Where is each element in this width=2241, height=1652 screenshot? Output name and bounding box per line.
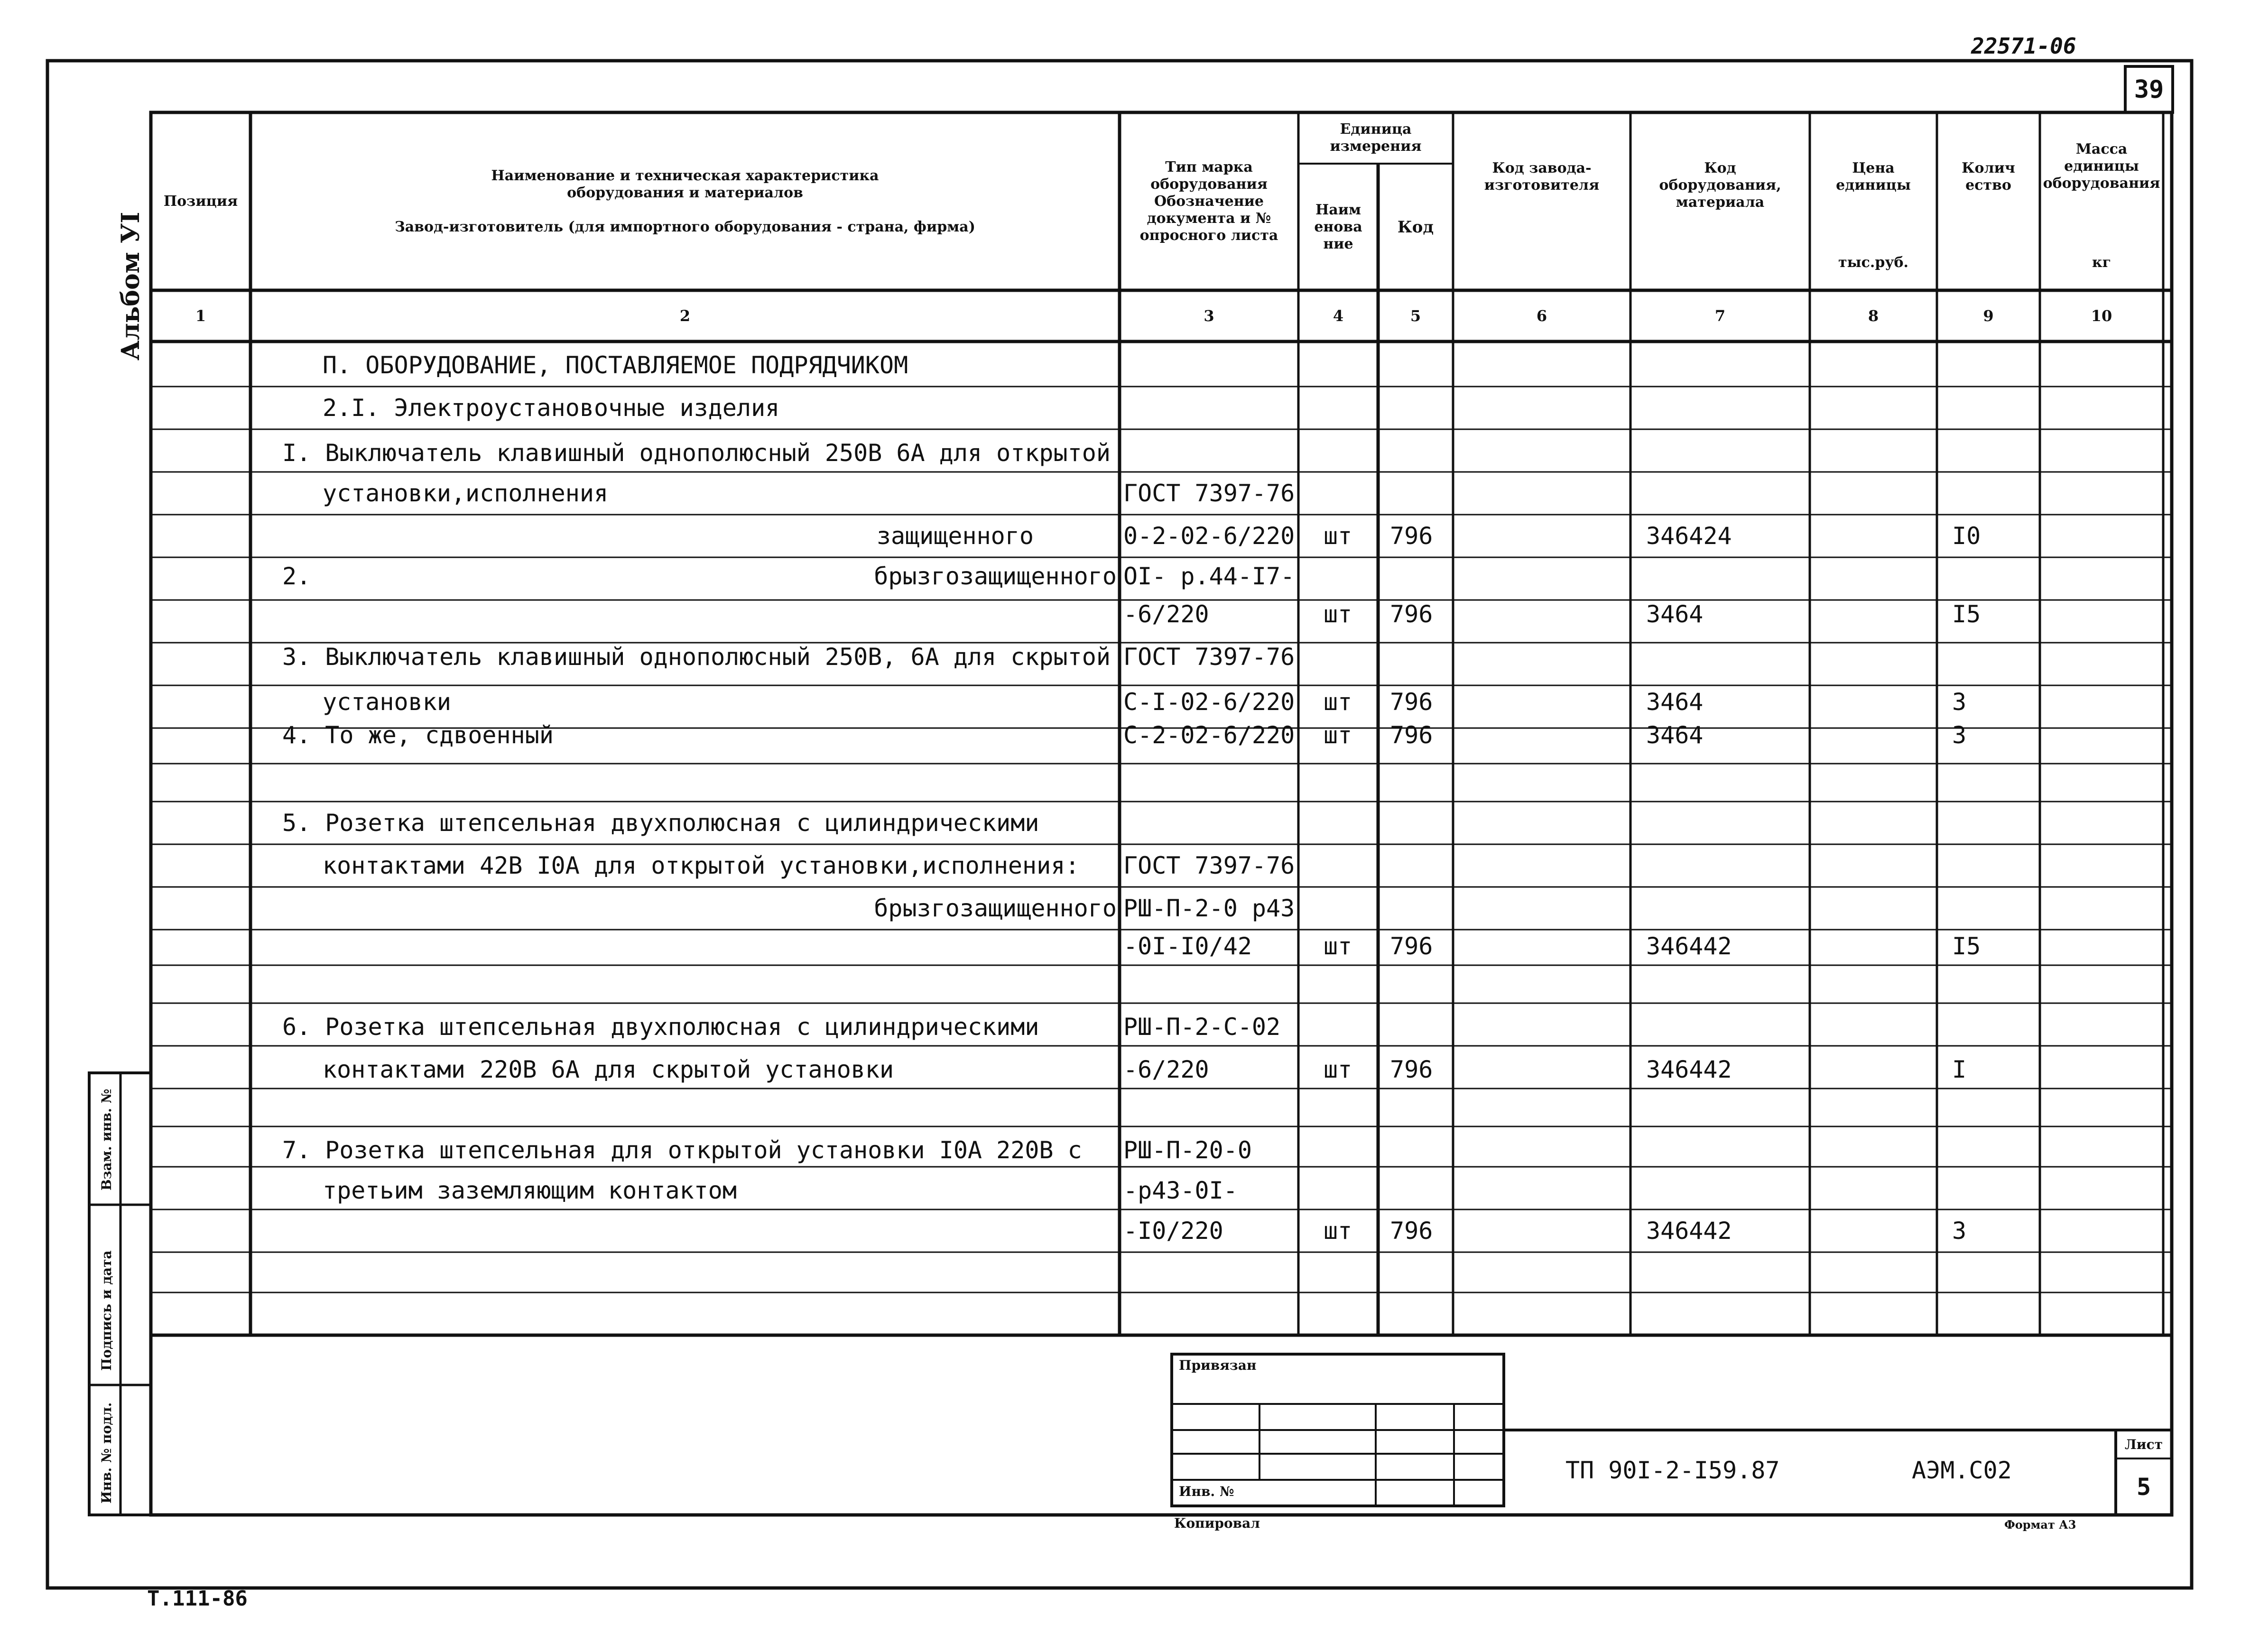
table-row: установки,исполнения ГОСТ 7397-76 [323, 480, 1295, 507]
colnum-1: 1 [195, 307, 206, 325]
table-row: П. ОБОРУДОВАНИЕ, ПОСТАВЛЯЕМОЕ ПОДРЯДЧИКОМ [323, 351, 908, 379]
table-row: 4. То же, сдвоенный С-2-02-6/220 шт 796 3464 3 [282, 721, 1967, 749]
doc-mark: АЭМ.С02 [1912, 1457, 2012, 1484]
table-row: -0I-I0/42 шт 796 346442 I5 [1123, 932, 1981, 960]
colnum-4: 4 [1333, 307, 1344, 325]
stamp-signature-date: Подпись и дата [99, 1250, 114, 1371]
colnum-8: 8 [1868, 307, 1879, 325]
table-row: 2. брызгозащищенного OI- р.44-I7- [282, 563, 1295, 590]
table-row: 6. Розетка штепсельная двухполюсная с цилиндрическими РШ-П-2-С-02 [282, 1013, 1281, 1041]
colnum-10: 10 [2091, 307, 2112, 325]
kopiroval-label: Копировал [1174, 1515, 1260, 1531]
table-row: -I0/220 шт 796 346442 3 [1123, 1217, 1967, 1245]
privyazan-label: Привязан [1179, 1357, 1257, 1373]
header-position: Позиция [163, 193, 238, 210]
colnum-5: 5 [1410, 307, 1421, 325]
table-row: 7. Розетка штепсельная для открытой установки I0А 220В с РШ-П-20-0 [282, 1136, 1252, 1164]
table-row: брызгозащищенного РШ-П-2-0 р43 [874, 895, 1295, 922]
stamp-inv-original: Инв. № подл. [99, 1402, 114, 1504]
inv-no-label: Инв. № [1179, 1484, 1234, 1499]
table-row: 2.I. Электроустановочные изделия [323, 394, 780, 422]
colnum-9: 9 [1983, 307, 1994, 325]
table-row: третьим заземляющим контактом -р43-0I- [323, 1177, 1238, 1204]
sheet-label: Лист [2125, 1436, 2163, 1452]
table-row: защищенного 0-2-02-6/220 шт 796 346424 I0 [876, 522, 1981, 550]
header-quantity: Количество [1962, 160, 2015, 194]
header-unit-code: Код [1397, 217, 1434, 237]
header-type: Тип марка оборудования Обозначение документа и № опросного листа [1139, 158, 1278, 244]
stamp-vzam-inv: Взам. инв. № [99, 1089, 114, 1191]
doc-number-top: 22571-06 [1971, 33, 2076, 59]
format-label: Формат А3 [2004, 1518, 2076, 1532]
table-row: контактами 42В I0А для открытой установки,исполнения: ГОСТ 7397-76 [323, 852, 1295, 879]
header-mass: Масса единицы оборудования кг [2043, 141, 2160, 271]
table-row: I. Выключатель клавишный однополюсный 250В 6А для открытой [282, 439, 1111, 467]
header-name: Наименование и техническая характеристика оборудования и материалов Завод-изготовитель (для импортного оборудования - страна, фирма) [395, 167, 975, 235]
header-plant-code: Код завода-изготовителя [1484, 160, 1600, 194]
colnum-6: 6 [1536, 307, 1547, 325]
colnum-7: 7 [1714, 307, 1726, 325]
header-price: Цена единицы тыс.руб. [1836, 160, 1911, 271]
sheet-number: 5 [2136, 1473, 2151, 1501]
page-number: 39 [2134, 75, 2164, 104]
table-row: -6/220 шт 796 3464 I5 [1123, 600, 1981, 628]
colnum-2: 2 [679, 307, 691, 325]
header-unit-group: Единица измерения [1330, 121, 1422, 155]
header-unit-name: Наименование [1314, 201, 1362, 252]
doc-code: ТП 90I-2-I59.87 [1565, 1457, 1780, 1484]
album-label: Альбом УI [116, 212, 145, 360]
table-row: контактами 220В 6А для скрытой установки -6/220 шт 796 346442 I [323, 1056, 1967, 1083]
bottom-code: Т.111-86 [147, 1587, 248, 1611]
table-row: 5. Розетка штепсельная двухполюсная с цилиндрическими [282, 809, 1039, 837]
colnum-3: 3 [1204, 307, 1214, 325]
table-row: 3. Выключатель клавишный однополюсный 250В, 6А для скрытой ГОСТ 7397-76 [282, 643, 1295, 671]
table-row: установки С-I-02-6/220 шт 796 3464 3 [323, 688, 1967, 716]
header-material-code: Код оборудования, материала [1659, 160, 1781, 211]
